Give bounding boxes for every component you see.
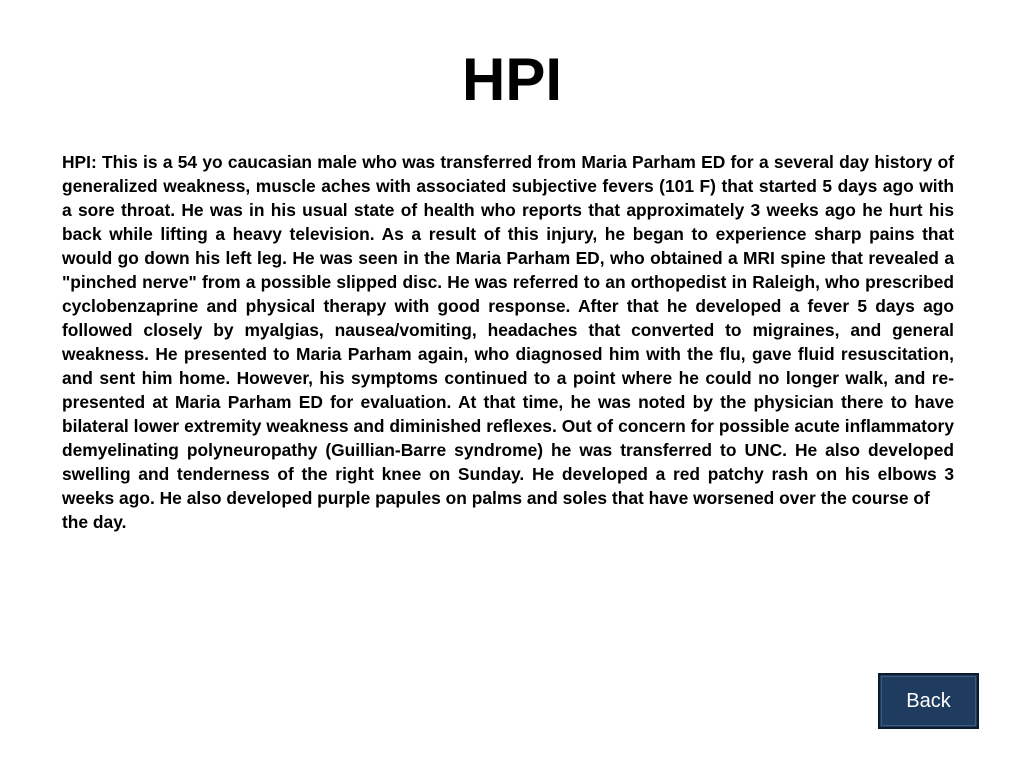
- hpi-last-line: the day.: [62, 512, 127, 532]
- hpi-paragraph: HPI: This is a 54 yo caucasian male who was transferred from Maria Parham ED for a several day history of generalized weakness, muscle aches with associated subjective fevers (101 F) that started 5 days ago with a sore throat. He was in his usual state of health who reports that approximately 3 weeks ago he hurt his back while lifting a heavy television. As a result of this injury, he began to experience sharp pains that would go down his left leg. He was seen in the Maria Parham ED, who obtained a MRI spine that revealed a "pinched nerve" from a possible slipped disc. He was referred to an orthopedist in Raleigh, who prescribed cyclobenzaprine and physical therapy with good response. After that he developed a fever 5 days ago followed closely by myalgias, nausea/vomiting, headaches that converted to migraines, and general weakness. He presented to Maria Parham again, who diagnosed him with the flu, gave fluid resuscitation, and sent him home. However, his symptoms continued to a point where he could no longer walk, and re-presented at Maria Parham ED for evaluation. At that time, he was noted by the physician there to have bilateral lower extremity weakness and diminished reflexes. Out of concern for possible acute inflammatory demyelinating polyneuropathy (Guillian-Barre syndrome) he was transferred to UNC. He also developed swelling and tenderness of the right knee on Sunday. He developed a red patchy rash on his elbows 3 weeks ago. He also developed purple papules on palms and soles that have worsened over the course of: [62, 152, 954, 508]
- back-button[interactable]: Back: [878, 673, 979, 729]
- hpi-body: [62, 150, 954, 534]
- slide-title: HPI: [461, 46, 563, 113]
